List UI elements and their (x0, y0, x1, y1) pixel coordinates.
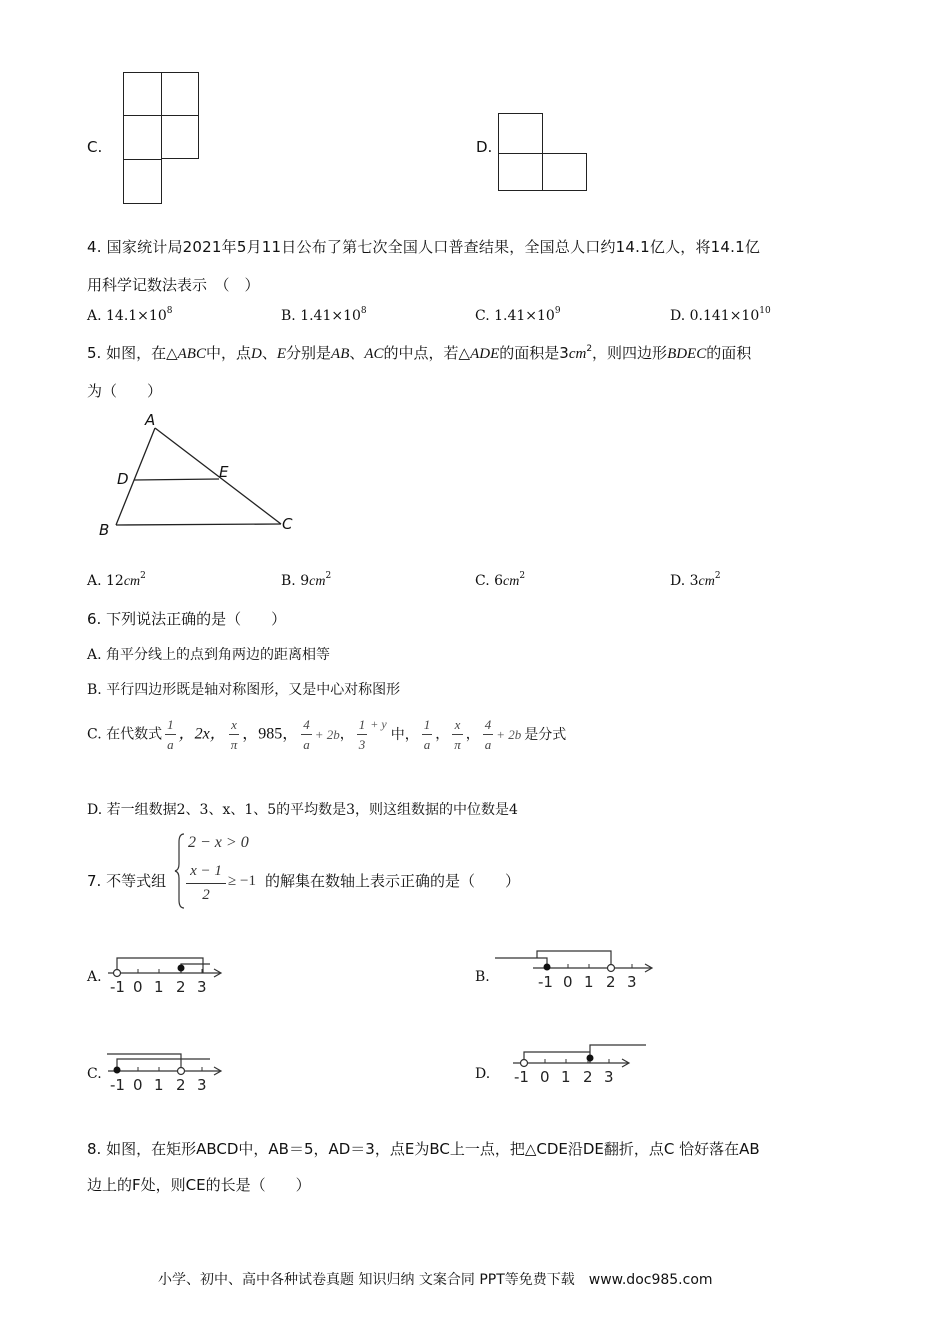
q7-frac-num: x − 1 (190, 863, 222, 879)
q6-stem: 6. 下列说法正确的是（ ） (87, 610, 287, 628)
q5-bdec: BDEC (667, 346, 707, 362)
fraction-4-over-a (301, 718, 312, 751)
fraction-1-over-a-repeat (422, 718, 433, 751)
q4-option-b (281, 308, 367, 324)
q7-inequality-2-tail: ≥ −1 (228, 873, 256, 889)
tick-label: 0 (540, 1068, 550, 1086)
q5-ac: AC (364, 346, 384, 362)
vertex-label-e: E (219, 463, 229, 481)
q6-c-mid: 中， (390, 726, 419, 743)
q5-t2: 中，点 (205, 344, 251, 362)
tick-label: -1 (514, 1068, 529, 1086)
q4-option-d-exp: 10 (759, 306, 771, 316)
tick-label: 1 (561, 1068, 571, 1086)
q5-option-a (87, 573, 146, 590)
q5-t7: 的面积是3 (499, 344, 569, 362)
q7-inequality-2-fraction (186, 864, 226, 903)
frac-den: a (301, 734, 312, 751)
option-d-label: D. (476, 138, 493, 156)
q7-suffix: 的解集在数轴上表示正确的是（ ） (265, 872, 521, 890)
number-line-c (105, 1048, 230, 1096)
q4-option-c-exp: 9 (554, 306, 561, 316)
net-figure-c (120, 70, 205, 208)
frac-num: x (231, 717, 237, 732)
vertex-label-d: D (117, 470, 129, 488)
q4-option-d (670, 308, 771, 324)
tick-label: 3 (627, 973, 637, 991)
q5-t6: 的中点，若△ (383, 344, 471, 362)
frac-den: π (229, 734, 240, 751)
q6-c-prefix: C. 在代数式 (87, 726, 163, 743)
number-line-a (105, 950, 230, 998)
q5-option-c (475, 573, 525, 590)
q4-option-c (475, 308, 561, 324)
q5-option-c-unit: cm (503, 574, 520, 589)
q4-option-d-text: D. 0.141×10 (670, 308, 760, 324)
frac-num: x (454, 717, 461, 732)
q5-option-d-unit: cm (698, 574, 715, 589)
tick-label: 0 (133, 978, 143, 996)
q5-option-c-text: C. 6 (475, 573, 504, 589)
tick-label: 2 (583, 1068, 593, 1086)
q6-c-tail-2b: + 2b (314, 727, 340, 742)
q6-option-d: D. 若一组数据2、3、x、1、5的平均数是3，则这组数据的中位数是4 (87, 802, 518, 818)
fraction-1-over-3 (357, 718, 368, 751)
frac-den: a (422, 734, 433, 751)
q5-t9: 的面积 (706, 344, 752, 362)
net-figure-d (496, 112, 591, 194)
frac-num: 4 (303, 717, 310, 732)
q5-ab: AB (331, 346, 350, 362)
frac-den: a (165, 734, 176, 751)
q6-c-985: ，985， (242, 725, 299, 743)
q6-c-tail-y: + y (370, 717, 387, 731)
frac-num: 1 (167, 717, 174, 732)
q5-option-a-exp: 2 (140, 571, 146, 581)
tick-label: 0 (133, 1076, 143, 1094)
q4-option-c-text: C. 1.41×10 (475, 308, 555, 324)
tick-label: 2 (606, 973, 616, 991)
q5-option-a-unit: cm (123, 574, 141, 589)
frac-num: 1 (423, 717, 431, 732)
tick-label: 3 (197, 978, 207, 996)
frac-num: 4 (484, 717, 492, 732)
tick-label: 0 (563, 973, 573, 991)
q7-option-d-label: D. (475, 1066, 491, 1082)
q5-option-d (670, 573, 721, 590)
number-line-d (510, 1040, 655, 1088)
q5-stem-line1 (87, 342, 751, 363)
q4-option-b-exp: 8 (360, 306, 367, 316)
number-line-b (493, 945, 658, 993)
option-c-label: C. (87, 138, 103, 156)
q5-stem-line2: 为（ ） (87, 382, 163, 400)
vertex-label-c: C (282, 515, 293, 533)
tick-label: -1 (538, 973, 553, 991)
q4-option-a-exp: 8 (166, 306, 173, 316)
q5-option-a-text: A. 12 (87, 573, 124, 589)
q5-abc: ABC (177, 346, 206, 362)
frac-den: 3 (357, 734, 368, 751)
footer-text: 小学、初中、高中各种试卷真题 知识归纳 文案合同 PPT等免费下载 www.doc985.com (158, 1272, 713, 1288)
q7-inequality-1: 2 − x > 0 (188, 834, 249, 851)
q5-option-c-exp: 2 (519, 571, 526, 581)
q5-option-b-text: B. 9 (281, 573, 310, 589)
q7-prefix: 7. 不等式组 (87, 872, 167, 890)
tick-label: -1 (110, 978, 125, 996)
q6-c-2x: ，2x， (178, 725, 226, 743)
q5-t5: 、 (349, 344, 365, 362)
q4-option-a (87, 308, 172, 324)
q6-option-a: A. 角平分线上的点到角两边的距离相等 (87, 647, 331, 663)
vertex-label-a: A (145, 411, 156, 429)
q7-option-a-label: A. (87, 969, 102, 985)
q5-e: E (276, 346, 287, 362)
tick-label: -1 (110, 1076, 125, 1094)
q5-t8: ，则四边形 (592, 344, 668, 362)
q4-option-a-text: A. 14.1×10 (87, 308, 167, 324)
frac-den: a (483, 734, 494, 751)
q5-option-b-exp: 2 (325, 571, 332, 581)
q6-option-c: C. 在代数式 $\frac{1}{a}$ ，2x， $\frac{x}{\pi}$ ，985， $\frac{4}{a}$ + 2b， $\frac{1}{3}$ + y中， $\frac{1}{a}$ ， $\frac{x}{\pi}$ ， $\frac{4}{a}$ + 2b 是分式 (87, 717, 567, 752)
tick-label: 2 (176, 1076, 186, 1094)
q5-t4: 分别是 (286, 344, 332, 362)
frac-num: 1 (358, 717, 366, 732)
q8-stem-line2: 边上的F处，则CE的长是（ ） (87, 1176, 311, 1194)
tick-label: 2 (176, 978, 186, 996)
q5-option-d-exp: 2 (714, 571, 721, 581)
fraction-1-over-a (165, 718, 176, 751)
q5-t3: 、 (261, 344, 277, 362)
q7-option-c-label: C. (87, 1066, 102, 1082)
q6-c-tail-2b-repeat: + 2b (496, 727, 522, 742)
q5-option-d-text: D. 3 (670, 573, 699, 589)
system-brace (174, 832, 186, 910)
q5-option-b (281, 573, 331, 590)
frac-den: π (452, 734, 463, 751)
fraction-x-over-pi-repeat (452, 718, 463, 751)
tick-label: 3 (197, 1076, 207, 1094)
q5-option-b-unit: cm (309, 574, 326, 589)
vertex-label-b: B (99, 521, 110, 539)
q5-t1: 如图，在△ (101, 344, 178, 362)
q6-option-b: B. 平行四边形既是轴对称图形，又是中心对称图形 (87, 682, 401, 698)
q5-sq: 2 (586, 344, 593, 354)
q5-num: 5. (87, 344, 102, 362)
q5-cm: cm (568, 346, 587, 362)
q8-stem-line1: 8. 如图，在矩形ABCD中，AB＝5，AD＝3，点E为BC上一点，把△CDE沿DE翻折，点C 恰好落在AB (87, 1140, 760, 1158)
q6-c-suffix: 是分式 (524, 726, 567, 743)
q7-option-b-label: B. (475, 969, 490, 985)
q4-stem-line1: 4. 国家统计局2021年5月11日公布了第七次全国人口普查结果，全国总人口约14.1亿人，将14.1亿 (87, 238, 761, 256)
tick-label: 1 (154, 978, 164, 996)
tick-label: 3 (604, 1068, 614, 1086)
q4-stem-line2: 用科学记数法表示 （ ） (87, 276, 260, 294)
fraction-4-over-a-repeat (483, 718, 494, 751)
tick-label: 1 (584, 973, 594, 991)
q5-ade: ADE (470, 346, 500, 362)
triangle-figure (95, 408, 305, 543)
q7-frac-den: 2 (186, 883, 226, 903)
q5-d: D (250, 346, 262, 362)
fraction-x-over-pi (229, 718, 240, 751)
tick-label: 1 (154, 1076, 164, 1094)
q4-option-b-text: B. 1.41×10 (281, 308, 361, 324)
